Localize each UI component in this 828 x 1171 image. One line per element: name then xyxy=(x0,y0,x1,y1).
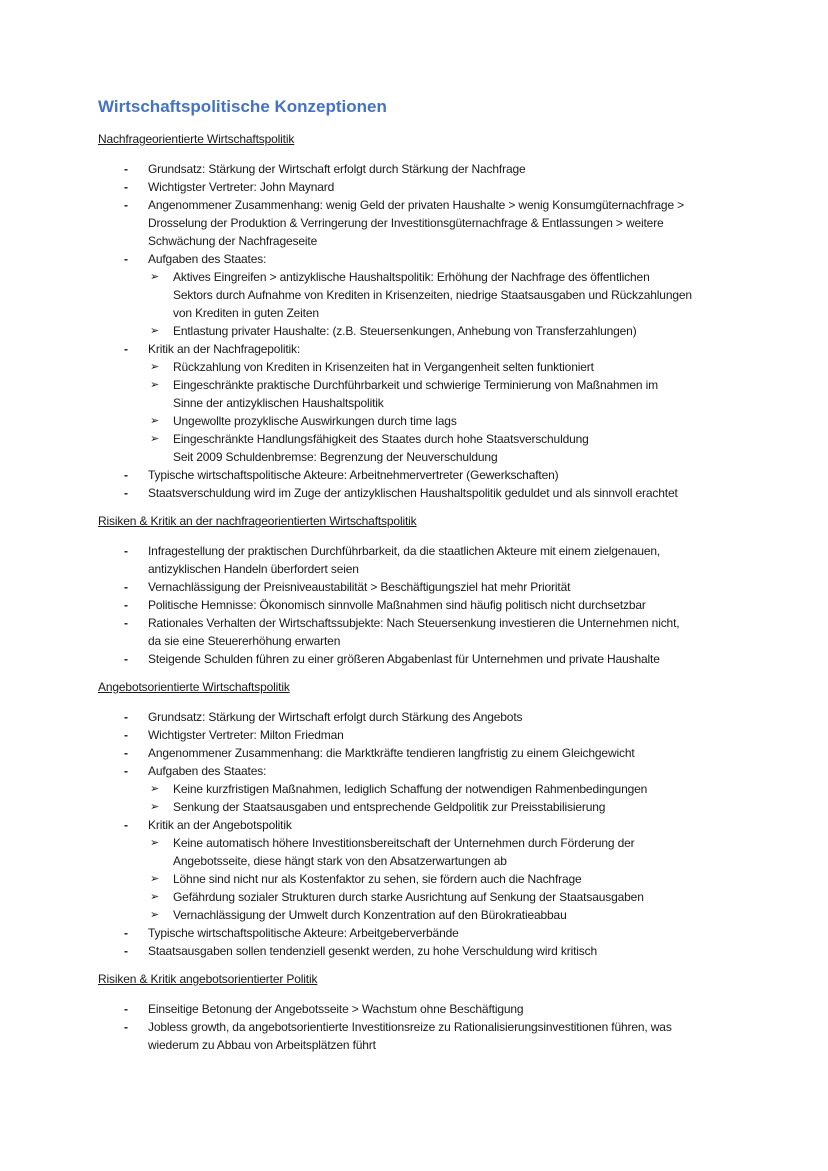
dash-bullet-icon: - xyxy=(124,580,128,594)
dash-bullet-icon: - xyxy=(124,764,128,778)
sub-list-item-text: Aktives Eingreifen > antizyklische Haushaltspolitik: Erhöhung der Nachfrage des öffentlichen Sektors durch Aufnahme von Krediten in Krisenzeiten, niedrige Staatsausgaben und Rückzahlungen von Krediten in guten Zeiten xyxy=(173,270,692,320)
dash-bullet-icon: - xyxy=(124,180,128,194)
sub-list-item xyxy=(98,780,738,798)
list-item-text: Politische Hemnisse: Ökonomisch sinnvolle Maßnahmen sind häufig politisch nicht durchsetzbar xyxy=(148,598,646,612)
section-heading: Angebotsorientierte Wirtschaftspolitik xyxy=(98,680,290,694)
dash-bullet-icon: - xyxy=(124,746,128,760)
list-item-text: Aufgaben des Staates: xyxy=(148,764,267,778)
list-item xyxy=(98,744,738,762)
section-heading: Risiken & Kritik an der nachfrageorientierten Wirtschaftspolitik xyxy=(98,514,417,528)
sub-list-item xyxy=(98,888,738,906)
dash-bullet-icon: - xyxy=(124,544,128,558)
sub-list-item-text: Ungewollte prozyklische Auswirkungen durch time lags xyxy=(173,414,457,428)
list-item xyxy=(98,726,738,744)
sub-list-item xyxy=(98,322,738,340)
section-heading: Risiken & Kritik angebotsorientierter Politik xyxy=(98,972,318,986)
list-item-text: Angenommener Zusammenhang: die Marktkräfte tendieren langfristig zu einem Gleichgewicht xyxy=(148,746,635,760)
arrow-bullet-icon: ➢ xyxy=(150,325,160,337)
sections-container xyxy=(98,130,738,1054)
arrow-bullet-icon: ➢ xyxy=(150,801,160,813)
list-item-text: Wichtigster Vertreter: John Maynard xyxy=(148,180,335,194)
arrow-bullet-icon: ➢ xyxy=(150,873,160,885)
dash-bullet-icon: - xyxy=(124,944,128,958)
dash-bullet-icon: - xyxy=(124,486,128,500)
section-heading: Nachfrageorientierte Wirtschaftspolitik xyxy=(98,132,295,146)
list-item xyxy=(98,542,738,578)
dash-bullet-icon: - xyxy=(124,198,128,212)
dash-bullet-icon: - xyxy=(124,468,128,482)
list-item xyxy=(98,1000,738,1018)
list-item-text: Wichtigster Vertreter: Milton Friedman xyxy=(148,728,344,742)
list-item-text: Typische wirtschaftspolitische Akteure: Arbeitnehmervertreter (Gewerkschaften) xyxy=(148,468,559,482)
arrow-bullet-icon: ➢ xyxy=(150,433,160,445)
dash-bullet-icon: - xyxy=(124,1020,128,1034)
dash-bullet-icon: - xyxy=(124,342,128,356)
sub-list-item xyxy=(98,412,738,430)
arrow-bullet-icon: ➢ xyxy=(150,783,160,795)
sub-list-item-text: Keine automatisch höhere Investitionsbereitschaft der Unternehmen durch Förderung der Angebotsseite, diese hängt stark von den Absatzerwartungen ab xyxy=(173,836,635,868)
list-item-text: Aufgaben des Staates: xyxy=(148,252,267,266)
list-item-text: Typische wirtschaftspolitische Akteure: Arbeitgeberverbände xyxy=(148,926,459,940)
list-item xyxy=(98,596,738,614)
dash-bullet-icon: - xyxy=(124,252,128,266)
arrow-bullet-icon: ➢ xyxy=(150,415,160,427)
arrow-bullet-icon: ➢ xyxy=(150,909,160,921)
sub-list-item xyxy=(98,358,738,376)
list-item-text: Grundsatz: Stärkung der Wirtschaft erfolgt durch Stärkung der Nachfrage xyxy=(148,162,526,176)
list-item xyxy=(98,614,738,650)
list-item-text: Infragestellung der praktischen Durchführbarkeit, da die staatlichen Akteure mit einem zielgenauen, antizyklischen Handeln überfordert seien xyxy=(148,544,661,576)
sub-list-item xyxy=(98,834,738,870)
dash-bullet-icon: - xyxy=(124,162,128,176)
list-item-text: Grundsatz: Stärkung der Wirtschaft erfolgt durch Stärkung des Angebots xyxy=(148,710,523,724)
sub-list-item-text: Eingeschränkte Handlungsfähigkeit des Staates durch hohe Staatsverschuldung Seit 2009 Schuldenbremse: Begrenzung der Neuverschuldung xyxy=(173,432,589,464)
sub-list-item xyxy=(98,870,738,888)
dash-bullet-icon: - xyxy=(124,1002,128,1016)
dash-bullet-icon: - xyxy=(124,926,128,940)
list-item xyxy=(98,816,738,834)
sub-list-item xyxy=(98,430,738,466)
sub-list-item-text: Rückzahlung von Krediten in Krisenzeiten hat in Vergangenheit selten funktioniert xyxy=(173,360,594,374)
list-item xyxy=(98,484,738,502)
sub-list-item-text: Eingeschränkte praktische Durchführbarkeit und schwierige Terminierung von Maßnahmen im Sinne der antizyklischen Haushaltspolitik xyxy=(173,378,658,410)
bullet-list xyxy=(98,708,738,960)
dash-bullet-icon: - xyxy=(124,710,128,724)
dash-bullet-icon: - xyxy=(124,598,128,612)
list-item-text: Kritik an der Angebotspolitik xyxy=(148,818,292,832)
list-item-text: Kritik an der Nachfragepolitik: xyxy=(148,342,301,356)
list-item-text: Jobless growth, da angebotsorientierte Investitionsreize zu Rationalisierungsinvestitionen führen, was wiederum zu Abbau von Arbeitsplätzen führt xyxy=(148,1020,672,1052)
list-item-text: Vernachlässigung der Preisniveaustabilität > Beschäftigungsziel hat mehr Priorität xyxy=(148,580,571,594)
list-item-text: Rationales Verhalten der Wirtschaftssubjekte: Nach Steuersenkung investieren die Unternehmen nicht, da sie eine Steuererhöhung erwarten xyxy=(148,616,680,648)
list-item xyxy=(98,340,738,358)
list-item xyxy=(98,196,738,250)
section xyxy=(98,512,738,668)
list-item xyxy=(98,466,738,484)
list-item xyxy=(98,160,738,178)
dash-bullet-icon: - xyxy=(124,818,128,832)
document-page xyxy=(98,96,738,1064)
list-item-text: Staatsverschuldung wird im Zuge der antizyklischen Haushaltspolitik geduldet und als sinnvoll erachtet xyxy=(148,486,678,500)
list-item xyxy=(98,762,738,780)
arrow-bullet-icon: ➢ xyxy=(150,837,160,849)
list-item-text: Angenommener Zusammenhang: wenig Geld der privaten Haushalte > wenig Konsumgüternachfrage > Drosselung der Produktion & Verringerung der Investitionsgüternachfrage & Entlassungen > weitere Schwächung der Nachfrageseite xyxy=(148,198,685,248)
sub-list-item-text: Keine kurzfristigen Maßnahmen, lediglich Schaffung der notwendigen Rahmenbedingungen xyxy=(173,782,648,796)
arrow-bullet-icon: ➢ xyxy=(150,379,160,391)
sub-list-item xyxy=(98,268,738,322)
list-item xyxy=(98,708,738,726)
list-item xyxy=(98,1018,738,1054)
bullet-list xyxy=(98,542,738,668)
dash-bullet-icon: - xyxy=(124,728,128,742)
list-item xyxy=(98,650,738,668)
list-item-text: Einseitige Betonung der Angebotsseite > Wachstum ohne Beschäftigung xyxy=(148,1002,524,1016)
sub-list-item xyxy=(98,376,738,412)
sub-list-item-text: Entlastung privater Haushalte: (z.B. Steuersenkungen, Anhebung von Transferzahlungen) xyxy=(173,324,637,338)
list-item xyxy=(98,924,738,942)
sub-list-item xyxy=(98,906,738,924)
dash-bullet-icon: - xyxy=(124,616,128,630)
arrow-bullet-icon: ➢ xyxy=(150,271,160,283)
section xyxy=(98,970,738,1054)
document-title: Wirtschaftspolitische Konzeptionen xyxy=(98,97,387,116)
sub-list-item-text: Senkung der Staatsausgaben und entsprechende Geldpolitik zur Preisstabilisierung xyxy=(173,800,606,814)
dash-bullet-icon: - xyxy=(124,652,128,666)
list-item xyxy=(98,250,738,268)
sub-list-item-text: Vernachlässigung der Umwelt durch Konzentration auf den Bürokratieabbau xyxy=(173,908,567,922)
list-item xyxy=(98,178,738,196)
bullet-list xyxy=(98,1000,738,1054)
section xyxy=(98,130,738,502)
sub-list-item-text: Gefährdung sozialer Strukturen durch starke Ausrichtung auf Senkung der Staatsausgaben xyxy=(173,890,644,904)
arrow-bullet-icon: ➢ xyxy=(150,891,160,903)
sub-list-item-text: Löhne sind nicht nur als Kostenfaktor zu sehen, sie fördern auch die Nachfrage xyxy=(173,872,582,886)
bullet-list xyxy=(98,160,738,502)
section xyxy=(98,678,738,960)
sub-list-item xyxy=(98,798,738,816)
list-item-text: Steigende Schulden führen zu einer größeren Abgabenlast für Unternehmen und private Haushalte xyxy=(148,652,660,666)
list-item-text: Staatsausgaben sollen tendenziell gesenkt werden, zu hohe Verschuldung wird kritisch xyxy=(148,944,598,958)
arrow-bullet-icon: ➢ xyxy=(150,361,160,373)
list-item xyxy=(98,578,738,596)
list-item xyxy=(98,942,738,960)
